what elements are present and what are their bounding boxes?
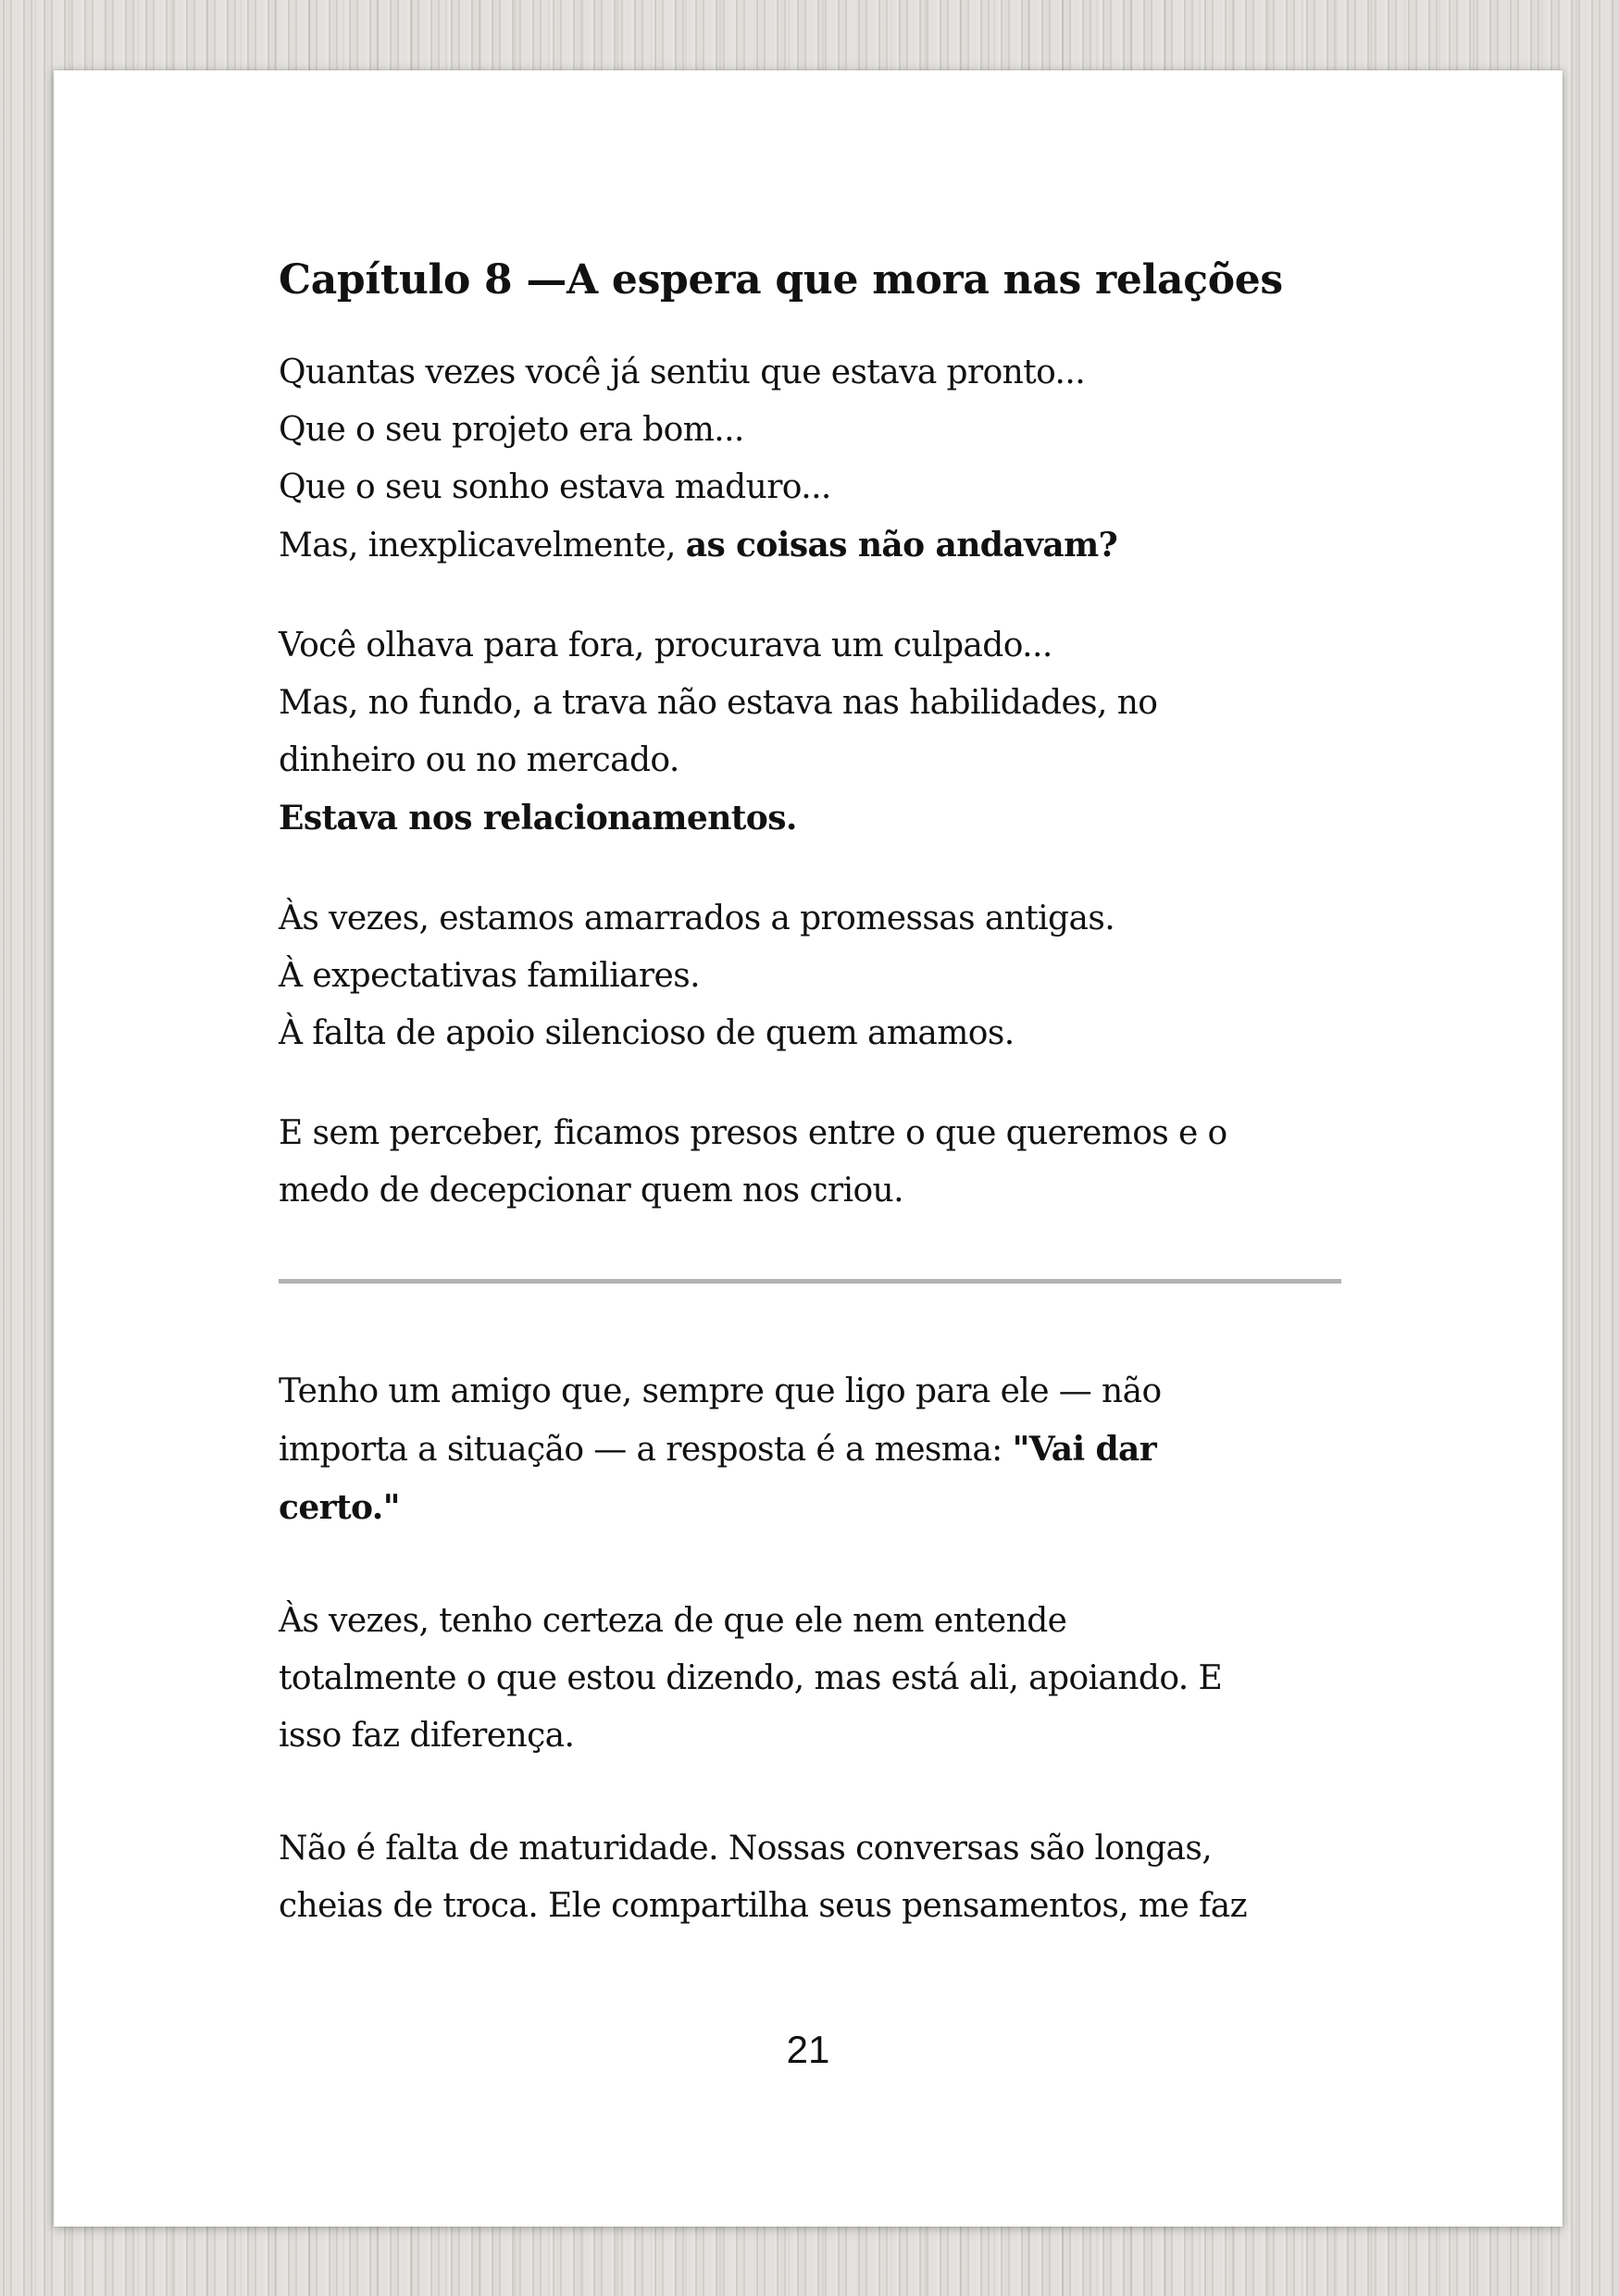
paragraph-7 bbox=[279, 1820, 1389, 1935]
paragraph-5 bbox=[279, 1363, 1389, 1537]
text-line: Tenho um amigo que, sempre que ligo para ele — não bbox=[279, 1372, 1162, 1410]
bold-text: "Vai dar bbox=[1012, 1430, 1157, 1469]
text-line-mixed bbox=[279, 516, 1389, 575]
text-line: totalmente o que estou dizendo, mas está ali, apoiando. E bbox=[279, 1659, 1223, 1697]
page-number: 21 bbox=[786, 2028, 830, 2071]
text-line: Às vezes, estamos amarrados a promessas antigas. bbox=[279, 900, 1115, 937]
text-line-bold bbox=[279, 1479, 1389, 1537]
chapter-title: Capítulo 8 —A espera que mora nas relações bbox=[279, 256, 1283, 304]
text-line: isso faz diferença. bbox=[279, 1717, 575, 1755]
text-line: Que o seu projeto era bom... bbox=[279, 411, 744, 449]
paragraph-6 bbox=[279, 1593, 1389, 1765]
paragraph-3 bbox=[279, 890, 1389, 1062]
text-line: medo de decepcionar quem nos criou. bbox=[279, 1172, 903, 1210]
text-segment: importa a situação — a resposta é a mesma: bbox=[279, 1431, 1013, 1469]
text-line: À falta de apoio silencioso de quem amamos. bbox=[279, 1014, 1015, 1052]
paragraph-4 bbox=[279, 1105, 1389, 1220]
text-line: dinheiro ou no mercado. bbox=[279, 741, 679, 779]
text-line: À expectativas familiares. bbox=[279, 957, 700, 995]
book-page bbox=[54, 70, 1563, 2227]
text-line: Você olhava para fora, procurava um culpado... bbox=[279, 627, 1052, 664]
page-content bbox=[279, 252, 1389, 1935]
text-line: Mas, no fundo, a trava não estava nas habilidades, no bbox=[279, 684, 1158, 722]
section-divider bbox=[279, 1279, 1341, 1284]
bold-text: Estava nos relacionamentos. bbox=[279, 799, 797, 838]
text-line: Quantas vezes você já sentiu que estava pronto... bbox=[279, 354, 1086, 391]
text-line: Às vezes, tenho certeza de que ele nem entende bbox=[279, 1602, 1067, 1640]
text-line-mixed bbox=[279, 1421, 1389, 1479]
paragraph-2 bbox=[279, 617, 1389, 848]
text-line: Não é falta de maturidade. Nossas conversas são longas, bbox=[279, 1830, 1213, 1868]
bold-text: as coisas não andavam? bbox=[685, 526, 1118, 565]
text-line: Que o seu sonho estava maduro... bbox=[279, 468, 831, 506]
text-segment: Mas, inexplicavelmente, bbox=[279, 527, 686, 565]
text-line: E sem perceber, ficamos presos entre o que queremos e o bbox=[279, 1114, 1227, 1152]
text-line: cheias de troca. Ele compartilha seus pensamentos, me faz bbox=[279, 1887, 1247, 1925]
text-line-bold bbox=[279, 789, 1389, 848]
paragraph-1 bbox=[279, 344, 1389, 575]
bold-text: certo." bbox=[279, 1488, 400, 1527]
